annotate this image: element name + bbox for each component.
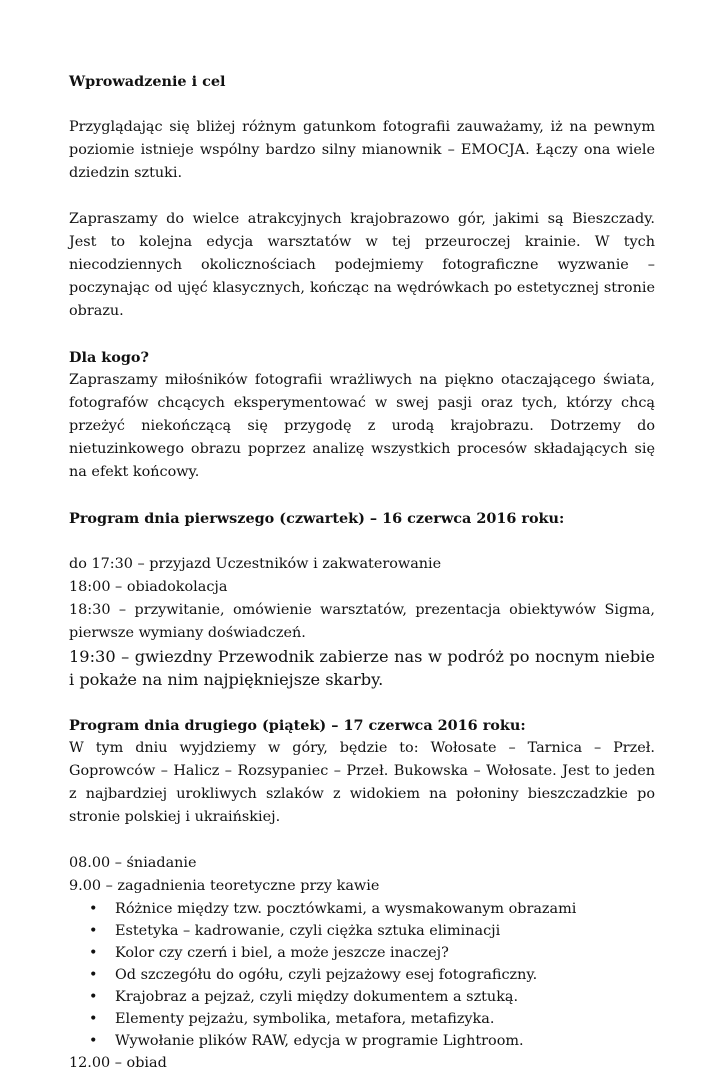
bullet-icon: •	[89, 923, 98, 939]
day2-schedule	[69, 852, 655, 1075]
bullet-icon: •	[89, 1033, 98, 1049]
audience-paragraph: Zapraszamy miłośników fotografii wrażliwych na piękno otaczającego świata, fotografów chcących eksperymentować w swej pasji oraz tych, którzy chcą przeżyć niekończącą się przygodę z urodą krajobrazu. Dotrzemy do nietuzinkowego obrazu poprzez analizę wszystkich procesów składających się na efekt końcowy.	[69, 372, 655, 480]
bullet-icon: •	[89, 967, 98, 983]
day1-item-dinner: 18:00 – obiadokolacja	[69, 579, 228, 595]
bullet-icon: •	[89, 945, 98, 961]
list-item: • Krajobraz a pejzaż, czyli między dokumentem a sztuką.	[69, 986, 655, 1008]
day1-heading: Program dnia pierwszego (czwartek) – 16 czerwca 2016 roku:	[69, 510, 565, 527]
theory-topics-list	[69, 898, 655, 1052]
list-item: • Od szczegółu do ogółu, czyli pejzażowy esej fotograficzny.	[69, 964, 655, 986]
list-item: • Elementy pejzażu, symbolika, metafora, metafizyka.	[69, 1008, 655, 1030]
intro-heading: Wprowadzenie i cel	[69, 73, 226, 90]
day2-item-lunch: 12.00 – obiad	[69, 1055, 167, 1071]
bullet-icon: •	[89, 901, 98, 917]
list-item: • Wywołanie plików RAW, edycja w programie Lightroom.	[69, 1030, 655, 1052]
day1-item-arrival: do 17:30 – przyjazd Uczestników i zakwaterowanie	[69, 556, 442, 572]
list-item: • Kolor czy czerń i biel, a może jeszcze inaczej?	[69, 942, 655, 964]
day2-item-breakfast: 08.00 – śniadanie	[69, 855, 197, 871]
document-page	[69, 70, 655, 1075]
day1-item-stars: 19:30 – gwiezdny Przewodnik zabierze nas w podróż po nocnym niebie i pokaże na nim najpiękniejsze skarby.	[69, 647, 655, 689]
day1-schedule	[69, 553, 655, 691]
bullet-icon: •	[89, 989, 98, 1005]
intro-paragraph-2: Zapraszamy do wielce atrakcyjnych krajobrazowo gór, jakimi są Bieszczady. Jest to kolejna edycja warsztatów w tej przeuroczej krainie. W tych niecodziennych okolicznościach podejmiemy fotograficzne wyzwanie – poczynając od ujęć klasycznych, kończąc na wędrówkach po estetycznej stronie obrazu.	[69, 211, 655, 319]
audience-heading: Dla kogo?	[69, 349, 149, 366]
list-item: • Różnice między tzw. pocztówkami, a wysmakowanym obrazami	[69, 898, 655, 920]
list-item: • Estetyka – kadrowanie, czyli ciężka sztuka eliminacji	[69, 920, 655, 942]
intro-paragraph-1: Przyglądając się bliżej różnym gatunkom fotografii zauważamy, iż na pewnym poziomie istnieje wspólny bardzo silny mianownik – EMOCJA. Łączy ona wiele dziedzin sztuki.	[69, 119, 655, 181]
day2-intro-paragraph: W tym dniu wyjdziemy w góry, będzie to: Wołosate – Tarnica – Przeł. Goprowców – Halicz – Rozsypaniec – Przeł. Bukowska – Wołosate. Jest to jeden z najbardziej urokliwych szlaków z widokiem na połoniny bieszczadzkie po stronie polskiej i ukraińskiej.	[69, 740, 655, 825]
day1-item-welcome: 18:30 – przywitanie, omówienie warsztatów, prezentacja obiektywów Sigma, pierwsze wymiany doświadczeń.	[69, 602, 655, 641]
day2-heading: Program dnia drugiego (piątek) – 17 czerwca 2016 roku:	[69, 717, 526, 734]
day2-item-theory: 9.00 – zagadnienia teoretyczne przy kawie	[69, 878, 380, 894]
bullet-icon: •	[89, 1011, 98, 1027]
